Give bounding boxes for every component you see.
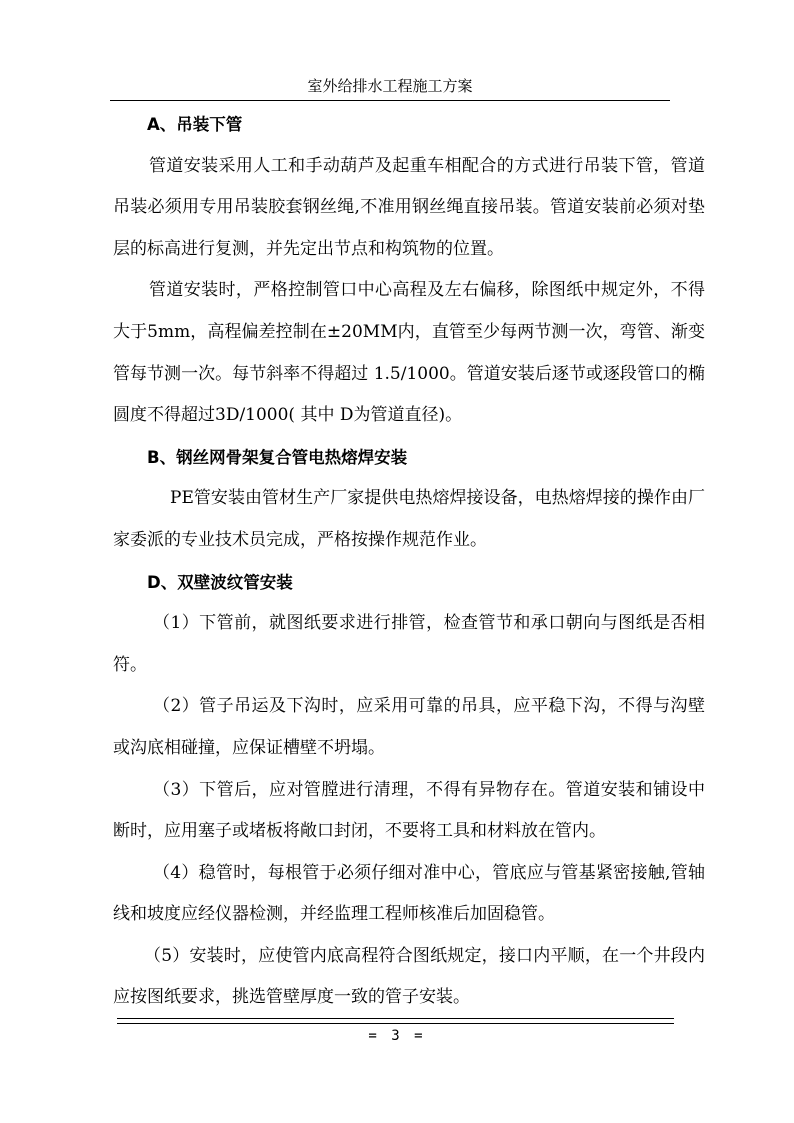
- section-heading-d: D、双壁波纹管安装: [147, 572, 293, 592]
- paragraph: （5）安装时，应使管内底高程符合图纸规定，接口内平顺，在一个井段内应按图纸要求，挑选管壁厚度一致的管子安装。: [113, 945, 705, 1008]
- document-body: [113, 104, 705, 1019]
- paragraph: PE管安装由管材生产厂家提供电热熔焊接设备，电热熔焊接的操作由厂家委派的专业技术员完成，严格按操作规范作业。: [113, 488, 705, 550]
- page-number: = 3 =: [368, 1028, 423, 1044]
- footer-rule-bottom: [117, 1023, 674, 1024]
- section-heading-a: A、吊装下管: [147, 115, 243, 134]
- page-header-title: 室外给排水工程施工方案: [307, 77, 473, 95]
- paragraph: 管道安装时，严格控制管口中心高程及左右偏移，除图纸中规定外，不得大于5mm，高程偏差控制在±20MM内，直管至少每两节测一次，弯管、渐变管每节测一次。每节斜率不得超过 1.5/1000。管道安装后逐节或逐段管口的椭圆度不得超过3D/1000( 其中 D为管道直径)。: [113, 280, 705, 426]
- paragraph: （1）下管前，就图纸要求进行排管，检查管节和承口朝向与图纸是否相符。: [113, 613, 705, 675]
- section-heading-b: B、钢丝网骨架复合管电热熔焊安装: [147, 447, 408, 467]
- paragraph: （3）下管后，应对管膛进行清理，不得有异物存在。管道安装和铺设中断时，应用塞子或堵板将敞口封闭，不要将工具和材料放在管内。: [113, 779, 705, 842]
- paragraph: 管道安装采用人工和手动葫芦及起重车相配合的方式进行吊装下管，管道吊装必须用专用吊装胶套钢丝绳,不准用钢丝绳直接吊装。管道安装前必须对垫层的标高进行复测，并先定出节点和构筑物的位置。: [113, 155, 705, 259]
- paragraph: （4）稳管时，每根管于必须仔细对准中心，管底应与管基紧密接触,管轴线和坡度应经仪器检测，并经监理工程师核准后加固稳管。: [113, 862, 705, 925]
- paragraph: （2）管子吊运及下沟时，应采用可靠的吊具，应平稳下沟，不得与沟壁或沟底相碰撞，应保证槽壁不坍塌。: [113, 696, 705, 758]
- footer-rule-top: [117, 1018, 674, 1019]
- header-rule: [110, 100, 670, 101]
